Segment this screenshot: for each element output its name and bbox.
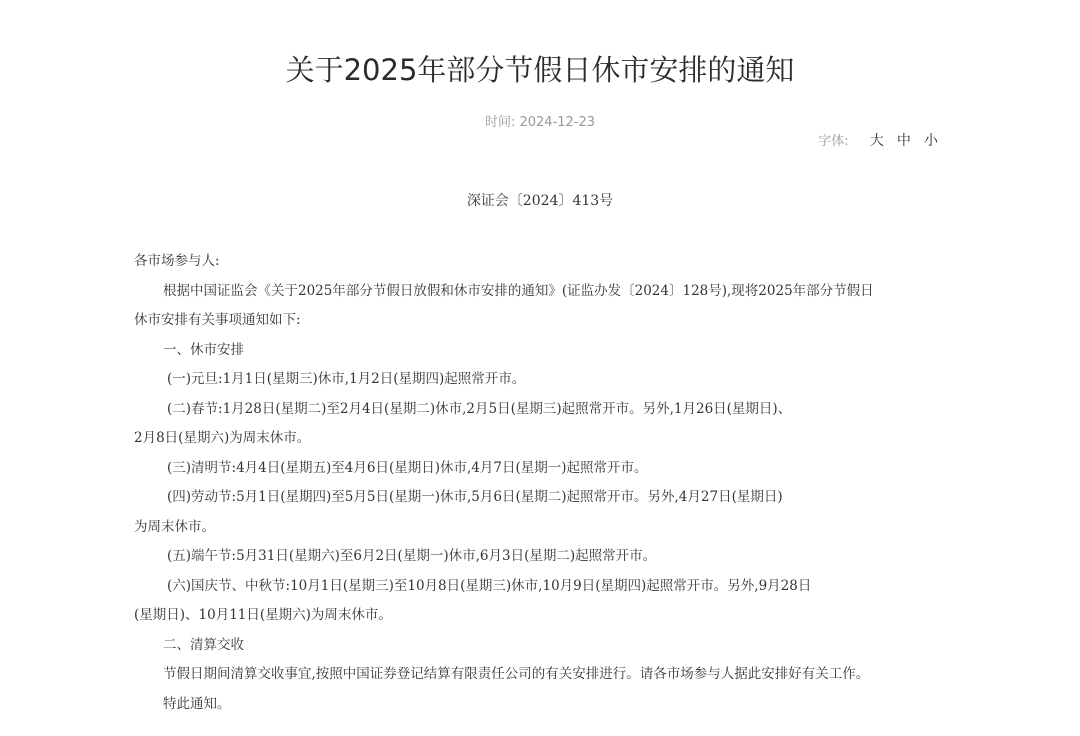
document-number: 深证会〔2024〕413号 bbox=[466, 193, 614, 209]
list-item: (六)国庆节、中秋节:10月1日(星期三)至10月8日(星期三)休市,10月9日(星期四)起照常开市。另外,9月28日 bbox=[167, 577, 812, 594]
publish-time bbox=[0, 114, 1080, 132]
list-item: (一)元旦:1月1日(星期三)休市,1月2日(星期四)起照常开市。 bbox=[167, 371, 526, 387]
font-size-label: 字体: bbox=[818, 134, 849, 149]
time-label: 时间: bbox=[484, 115, 516, 130]
time-value: 2024-12-23 bbox=[519, 115, 596, 130]
page-title: 关于2025年部分节假日休市安排的通知 bbox=[285, 53, 795, 87]
salutation: 各市场参与人: bbox=[134, 253, 220, 269]
font-size-small-button[interactable]: 小 bbox=[924, 133, 938, 149]
font-size-large-button[interactable]: 大 bbox=[869, 133, 884, 149]
list-item-continuation: 2月8日(星期六)为周末休市。 bbox=[134, 430, 311, 446]
font-size-medium-button[interactable]: 中 bbox=[896, 133, 911, 149]
list-item: (二)春节:1月28日(星期二)至2月4日(星期二)休市,2月5日(星期三)起照常开市。另外,1月26日(星期日)、 bbox=[167, 400, 792, 417]
notice-body bbox=[134, 247, 944, 719]
list-item-continuation: 为周末休市。 bbox=[134, 518, 215, 535]
section-heading: 二、清算交收 bbox=[163, 636, 244, 653]
intro-paragraph-line: 休市安排有关事项通知如下: bbox=[134, 312, 301, 328]
font-size-switcher bbox=[818, 132, 938, 151]
list-item: (五)端午节:5月31日(星期六)至6月2日(星期一)休市,6月3日(星期二)起照常开市。 bbox=[167, 548, 657, 564]
section-heading: 一、休市安排 bbox=[163, 341, 244, 358]
intro-paragraph-line: 根据中国证监会《关于2025年部分节假日放假和休市安排的通知》(证监办发〔2024〕128号),现将2025年部分节假日 bbox=[163, 282, 874, 299]
section-paragraph: 节假日期间清算交收事宜,按照中国证券登记结算有限责任公司的有关安排进行。请各市场参与人据此安排好有关工作。 bbox=[163, 666, 870, 682]
list-item: (三)清明节:4月4日(星期五)至4月6日(星期日)休市,4月7日(星期一)起照常开市。 bbox=[167, 459, 648, 476]
list-item: (四)劳动节:5月1日(星期四)至5月5日(星期一)休市,5月6日(星期二)起照常开市。另外,4月27日(星期日) bbox=[167, 489, 783, 505]
closing-line: 特此通知。 bbox=[163, 695, 231, 712]
list-item-continuation: (星期日)、10月11日(星期六)为周末休市。 bbox=[134, 607, 392, 623]
